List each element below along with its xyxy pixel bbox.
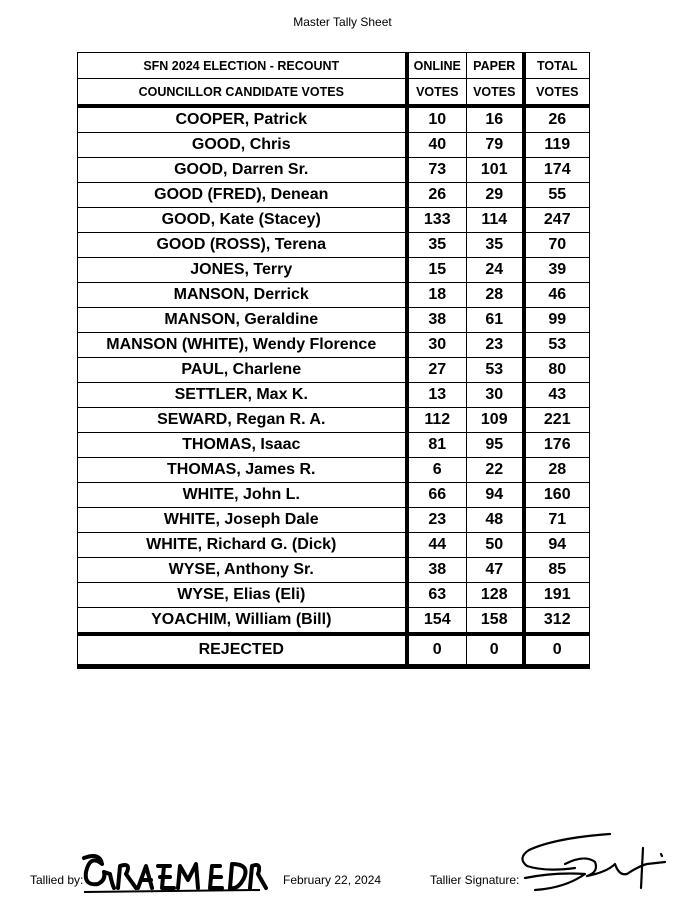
online-votes: 30	[407, 333, 467, 358]
paper-votes: 94	[467, 483, 524, 508]
total-votes: 46	[524, 283, 590, 308]
online-header-top: ONLINE	[407, 53, 467, 79]
total-votes: 247	[524, 208, 590, 233]
paper-votes: 95	[467, 433, 524, 458]
tally-date: February 22, 2024	[283, 873, 382, 887]
total-votes: 53	[524, 333, 590, 358]
total-votes: 312	[524, 608, 590, 635]
online-votes: 35	[407, 233, 467, 258]
online-votes: 18	[407, 283, 467, 308]
total-votes: 160	[524, 483, 590, 508]
paper-header-top: PAPER	[467, 53, 524, 79]
tallier-signature-label: Tallier Signature:	[430, 873, 520, 887]
online-votes: 38	[407, 558, 467, 583]
candidate-row	[78, 583, 590, 608]
candidate-row	[78, 608, 590, 635]
total-votes: 43	[524, 383, 590, 408]
candidate-row	[78, 458, 590, 483]
total-votes: 39	[524, 258, 590, 283]
paper-votes: 23	[467, 333, 524, 358]
candidate-name: WHITE, Richard G. (Dick)	[78, 533, 407, 558]
candidate-name: WHITE, John L.	[78, 483, 407, 508]
candidate-row	[78, 133, 590, 158]
candidate-row	[78, 508, 590, 533]
online-votes: 63	[407, 583, 467, 608]
total-votes: 26	[524, 106, 590, 133]
online-votes: 10	[407, 106, 467, 133]
candidate-name: GOOD, Darren Sr.	[78, 158, 407, 183]
paper-votes: 128	[467, 583, 524, 608]
paper-votes: 61	[467, 308, 524, 333]
online-votes: 6	[407, 458, 467, 483]
candidate-name: MANSON (WHITE), Wendy Florence	[78, 333, 407, 358]
candidate-row	[78, 208, 590, 233]
online-votes: 15	[407, 258, 467, 283]
total-votes: 85	[524, 558, 590, 583]
candidate-name: GOOD, Chris	[78, 133, 407, 158]
total-votes: 221	[524, 408, 590, 433]
candidate-row	[78, 558, 590, 583]
candidate-name: SEWARD, Regan R. A.	[78, 408, 407, 433]
paper-votes: 29	[467, 183, 524, 208]
candidate-row	[78, 106, 590, 133]
candidate-row	[78, 383, 590, 408]
candidate-row	[78, 483, 590, 508]
candidate-row	[78, 158, 590, 183]
total-votes: 71	[524, 508, 590, 533]
total-header-bottom: VOTES	[524, 79, 590, 107]
candidate-name: WHITE, Joseph Dale	[78, 508, 407, 533]
online-votes: 81	[407, 433, 467, 458]
paper-votes: 53	[467, 358, 524, 383]
rejected-row	[78, 634, 590, 667]
online-header-bottom: VOTES	[407, 79, 467, 107]
paper-votes: 109	[467, 408, 524, 433]
candidate-name: PAUL, Charlene	[78, 358, 407, 383]
online-votes: 44	[407, 533, 467, 558]
candidate-name: MANSON, Derrick	[78, 283, 407, 308]
online-votes: 23	[407, 508, 467, 533]
online-votes: 26	[407, 183, 467, 208]
candidate-name: WYSE, Elias (Eli)	[78, 583, 407, 608]
candidate-name: THOMAS, James R.	[78, 458, 407, 483]
total-votes: 176	[524, 433, 590, 458]
candidate-row	[78, 283, 590, 308]
total-votes: 99	[524, 308, 590, 333]
paper-votes: 24	[467, 258, 524, 283]
paper-votes: 79	[467, 133, 524, 158]
paper-votes: 35	[467, 233, 524, 258]
header-row-1	[78, 53, 590, 79]
sheet-title: Master Tally Sheet	[293, 15, 392, 29]
paper-votes: 158	[467, 608, 524, 635]
tallier-name-signature	[80, 850, 275, 900]
tally-table	[77, 52, 590, 669]
online-votes: 66	[407, 483, 467, 508]
candidate-name: YOACHIM, William (Bill)	[78, 608, 407, 635]
paper-votes: 30	[467, 383, 524, 408]
paper-votes: 47	[467, 558, 524, 583]
online-votes: 73	[407, 158, 467, 183]
online-votes: 13	[407, 383, 467, 408]
paper-votes: 22	[467, 458, 524, 483]
candidate-row	[78, 333, 590, 358]
candidate-name: SETTLER, Max K.	[78, 383, 407, 408]
candidate-row	[78, 408, 590, 433]
paper-votes: 50	[467, 533, 524, 558]
total-votes: 94	[524, 533, 590, 558]
candidate-name: THOMAS, Isaac	[78, 433, 407, 458]
total-votes: 119	[524, 133, 590, 158]
paper-votes: 48	[467, 508, 524, 533]
total-votes: 28	[524, 458, 590, 483]
rejected-label: REJECTED	[78, 634, 407, 667]
online-votes: 27	[407, 358, 467, 383]
tallied-by-label: Tallied by:	[30, 873, 84, 887]
online-votes: 112	[407, 408, 467, 433]
candidate-name: GOOD (FRED), Denean	[78, 183, 407, 208]
paper-votes: 28	[467, 283, 524, 308]
paper-votes: 114	[467, 208, 524, 233]
paper-header-bottom: VOTES	[467, 79, 524, 107]
candidate-name: MANSON, Geraldine	[78, 308, 407, 333]
total-votes: 55	[524, 183, 590, 208]
candidate-row	[78, 183, 590, 208]
candidate-row	[78, 358, 590, 383]
candidate-name: JONES, Terry	[78, 258, 407, 283]
candidate-name: GOOD, Kate (Stacey)	[78, 208, 407, 233]
total-votes: 191	[524, 583, 590, 608]
rejected-online: 0	[407, 634, 467, 667]
tallier-signature	[515, 828, 675, 903]
paper-votes: 101	[467, 158, 524, 183]
election-title: SFN 2024 ELECTION - RECOUNT	[78, 53, 407, 79]
candidate-row	[78, 433, 590, 458]
paper-votes: 16	[467, 106, 524, 133]
total-votes: 70	[524, 233, 590, 258]
total-votes: 174	[524, 158, 590, 183]
candidate-votes-label: COUNCILLOR CANDIDATE VOTES	[78, 79, 407, 107]
online-votes: 38	[407, 308, 467, 333]
header-row-2	[78, 79, 590, 107]
online-votes: 40	[407, 133, 467, 158]
rejected-total: 0	[524, 634, 590, 667]
rejected-paper: 0	[467, 634, 524, 667]
candidate-row	[78, 233, 590, 258]
online-votes: 154	[407, 608, 467, 635]
candidate-row	[78, 258, 590, 283]
candidate-name: WYSE, Anthony Sr.	[78, 558, 407, 583]
candidate-row	[78, 308, 590, 333]
online-votes: 133	[407, 208, 467, 233]
total-header-top: TOTAL	[524, 53, 590, 79]
candidate-row	[78, 533, 590, 558]
candidate-name: COOPER, Patrick	[78, 106, 407, 133]
candidate-name: GOOD (ROSS), Terena	[78, 233, 407, 258]
total-votes: 80	[524, 358, 590, 383]
